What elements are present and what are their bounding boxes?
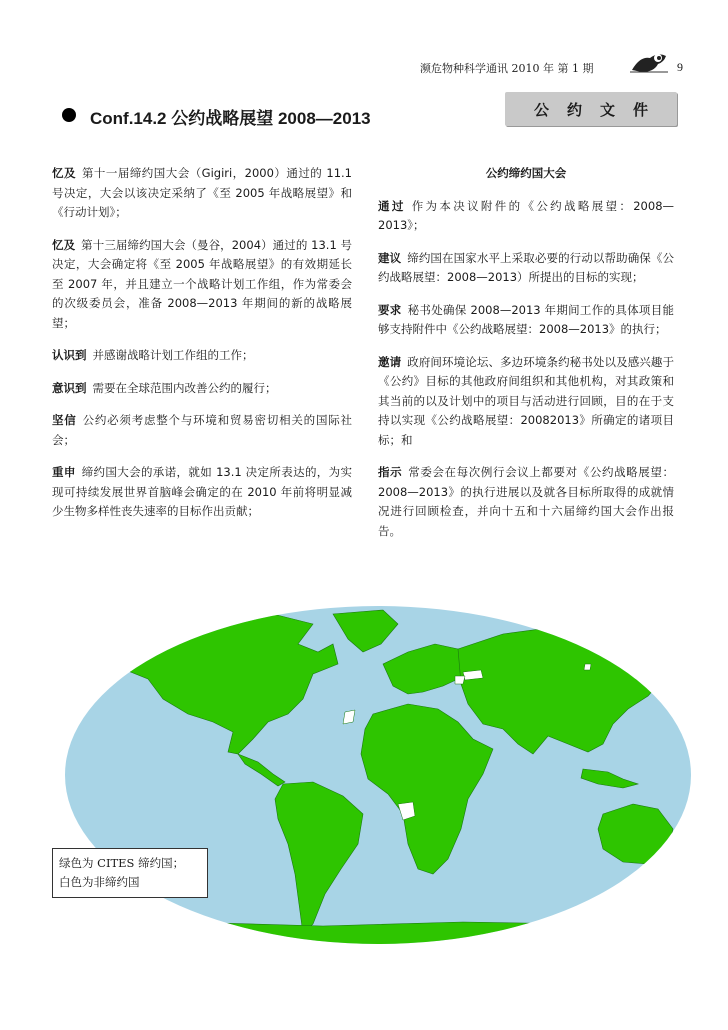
paragraph-text: 作为本决议附件的《公约战略展望：2008—2013》；	[378, 198, 675, 232]
section-badge-label: 公约文件	[533, 100, 666, 119]
paragraph-text: 第十一届缔约国大会（Gigiri，2000）通过的 11.1 号决定，大会以该决定采纳了《至 2005 年战略展望》和《行动计划》；	[52, 166, 352, 219]
resolution-title: Conf.14.2 公约战略展望 2008—2013	[90, 109, 371, 128]
operative-paragraph	[378, 353, 674, 451]
operative-paragraph	[378, 463, 674, 541]
paragraph-text: 并感谢战略计划工作组的工作；	[92, 348, 254, 362]
legend-party: 绿色为 CITES 缔约国；	[59, 856, 185, 870]
keyword: 通过	[378, 198, 406, 213]
preamble-column	[52, 164, 352, 535]
keyword: 重申	[52, 465, 76, 479]
operative-paragraph	[378, 301, 674, 340]
operative-heading: 公约缔约国大会	[485, 166, 567, 180]
panda-logo-icon	[628, 46, 670, 76]
operative-column	[378, 164, 674, 554]
map-legend	[52, 848, 208, 898]
non-party-turkmenistan	[463, 670, 483, 680]
keyword: 建议	[378, 250, 402, 265]
preamble-paragraph	[52, 411, 352, 450]
legend-non-party: 白色为非缔约国	[59, 875, 140, 889]
preamble-paragraph	[52, 164, 352, 223]
paragraph-text: 公约必须考虑整个与环境和贸易密切相关的国际社会；	[52, 413, 353, 447]
antarctica	[63, 922, 693, 946]
paragraph-text: 常委会在每次例行会议上都要对《公约战略展望：2008—2013》的执行进展以及就各目标所取得的成就情况进行回顾检查，并向十五和十六届缔约国大会作出报告。	[378, 465, 674, 538]
paragraph-text: 缔约国大会的承诺，就如 13.1 决定所表达的，为实现可持续发展世界首脑峰会确定的在 2010 年前将明显减少生物多样性丧失速率的目标作出贡献；	[52, 465, 352, 518]
operative-paragraph	[378, 249, 674, 288]
keyword: 邀请	[378, 354, 402, 369]
new-zealand	[673, 859, 685, 879]
keyword: 要求	[378, 302, 402, 317]
non-party-north-korea	[584, 664, 591, 670]
operative-paragraph	[378, 197, 674, 236]
paragraph-text: 第十三届缔约国大会（曼谷，2004）通过的 13.1 号决定，大会确定将《至 2005 年战略展望》的有效期延长至 2007 年，并且建立一个战略计划工作组，作为常委会的次级委员会，准备 2008—2013 年期间的新的战略展望；	[52, 237, 353, 330]
non-party-western-sahara	[343, 710, 355, 724]
paragraph-text: 政府间环境论坛、多边环境条约秘书处以及感兴趣于《公约》目标的其他政府间组织和其他机构，对其政策和其当前的以及计划中的项目与活动进行回顾，目的在于支持以实现《公约战略展望：20082013》所确定的诸项目标；和	[378, 354, 675, 447]
preamble-paragraph	[52, 236, 352, 334]
page-number: 9	[677, 60, 683, 74]
section-badge	[505, 92, 677, 126]
preamble-paragraph	[52, 346, 352, 366]
keyword: 意识到	[52, 380, 87, 395]
non-party-iraq	[455, 676, 465, 684]
preamble-paragraph	[52, 463, 352, 522]
bullet-icon	[62, 108, 76, 122]
keyword: 忆及	[52, 166, 76, 180]
paragraph-text: 秘书处确保 2008—2013 年期间工作的具体项目能够支持附件中《公约战略展望：2008—2013》的执行；	[378, 302, 675, 336]
paragraph-text: 缔约国在国家水平上采取必要的行动以帮助确保《公约战略展望：2008—2013）所提出的目标的实现；	[378, 250, 675, 284]
keyword: 坚信	[52, 413, 77, 427]
keyword: 忆及	[52, 237, 76, 252]
journal-header: 濒危物种科学通讯 2010 年 第 1 期	[420, 62, 594, 75]
keyword: 认识到	[52, 348, 87, 362]
keyword: 指示	[378, 465, 403, 479]
preamble-paragraph	[52, 379, 352, 399]
paragraph-text: 需要在全球范围内改善公约的履行；	[92, 380, 277, 395]
